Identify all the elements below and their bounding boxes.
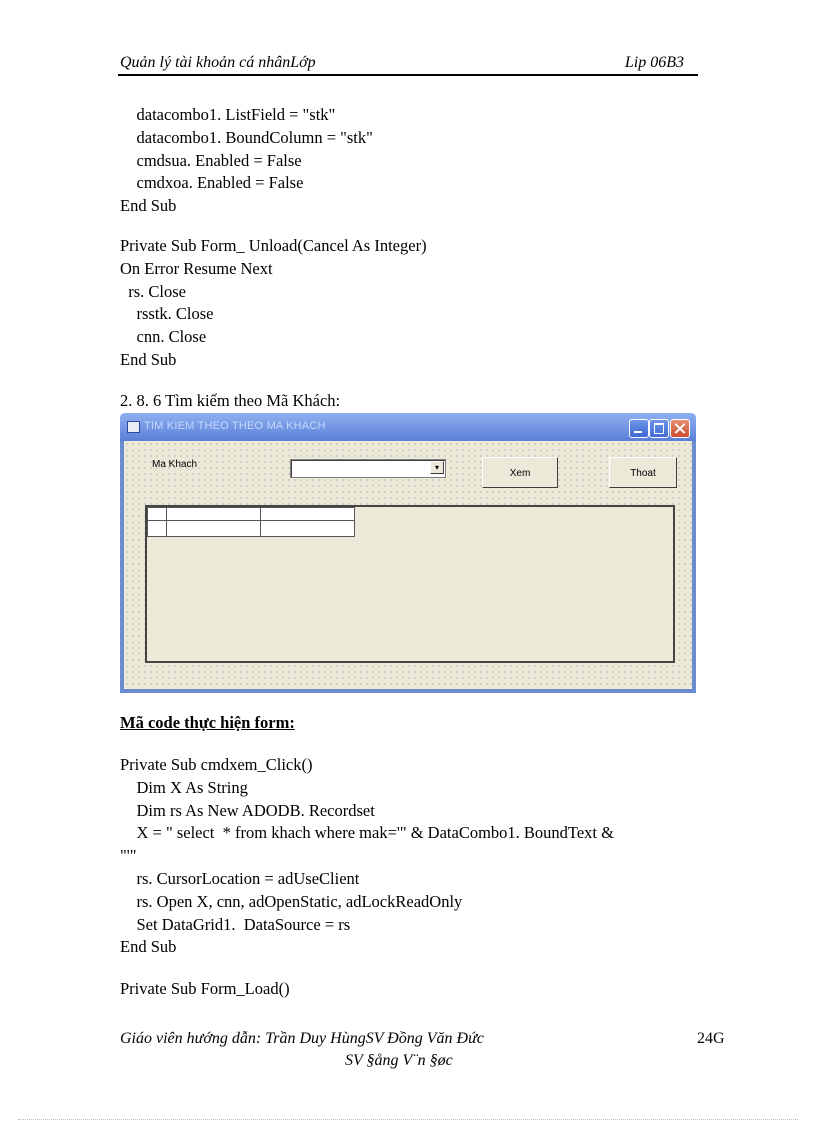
minimize-icon[interactable]: [629, 419, 649, 438]
section-title: 2. 8. 6 Tìm kiếm theo Mã Khách:: [120, 391, 341, 410]
form-client-area: [124, 441, 692, 689]
footer-line-2: SV §ång V¨n §øc: [345, 1052, 453, 1069]
grid-header-cell: [260, 507, 355, 521]
vb-form-window: [120, 413, 696, 693]
code-last-line: Private Sub Form_Load(): [120, 979, 290, 998]
code-heading: Mã code thực hiện form:: [120, 713, 295, 732]
ma-khach-combo[interactable]: [290, 459, 446, 478]
grid-cell[interactable]: [166, 520, 261, 537]
code-block-1: datacombo1. ListField = "stk" datacombo1. BoundColumn = "stk" cmdsua. Enabled = False cmdxoa. Enabled = False End Sub: [120, 105, 373, 216]
form-icon: [127, 421, 140, 433]
footer-line-1: Giáo viên hướng dẫn: Trần Duy HùngSV Đồng Văn Đức: [120, 1030, 484, 1047]
grid-cell[interactable]: [260, 520, 355, 537]
xem-button[interactable]: Xem: [482, 457, 558, 488]
window-titlebar[interactable]: [120, 413, 696, 441]
page-number: 24G: [697, 1030, 725, 1047]
page-header: [118, 52, 698, 76]
bottom-divider: [18, 1119, 798, 1120]
ma-khach-label: Ma Khach: [152, 459, 198, 470]
maximize-icon[interactable]: [649, 419, 669, 438]
grid-corner-cell: [147, 507, 167, 521]
thoat-button[interactable]: Thoat: [609, 457, 677, 488]
close-icon[interactable]: [670, 419, 690, 438]
code-block-3: Private Sub cmdxem_Click() Dim X As String Dim rs As New ADODB. Recordset X = " select * from khach where mak='" & DataCombo1. BoundText & "'" rs. CursorLocation = adUseClient rs. Open X, cnn, adOpenStatic, adLockReadOnly Set DataGrid1. DataSource = rs End Sub: [120, 755, 614, 957]
code-block-2: Private Sub Form_ Unload(Cancel As Integer) On Error Resume Next rs. Close rsstk. Close cnn. Close End Sub: [120, 236, 427, 369]
grid-row-selector: [147, 520, 167, 537]
data-grid[interactable]: [145, 505, 675, 663]
header-left: Quản lý tài khoản cá nhânLớp: [120, 54, 316, 71]
window-title: TIM KIEM THEO THEO MA KHACH: [144, 420, 326, 432]
header-right: Lip 06B3: [624, 54, 684, 71]
chevron-down-icon[interactable]: ▾: [430, 461, 444, 474]
grid-header-cell: [166, 507, 261, 521]
